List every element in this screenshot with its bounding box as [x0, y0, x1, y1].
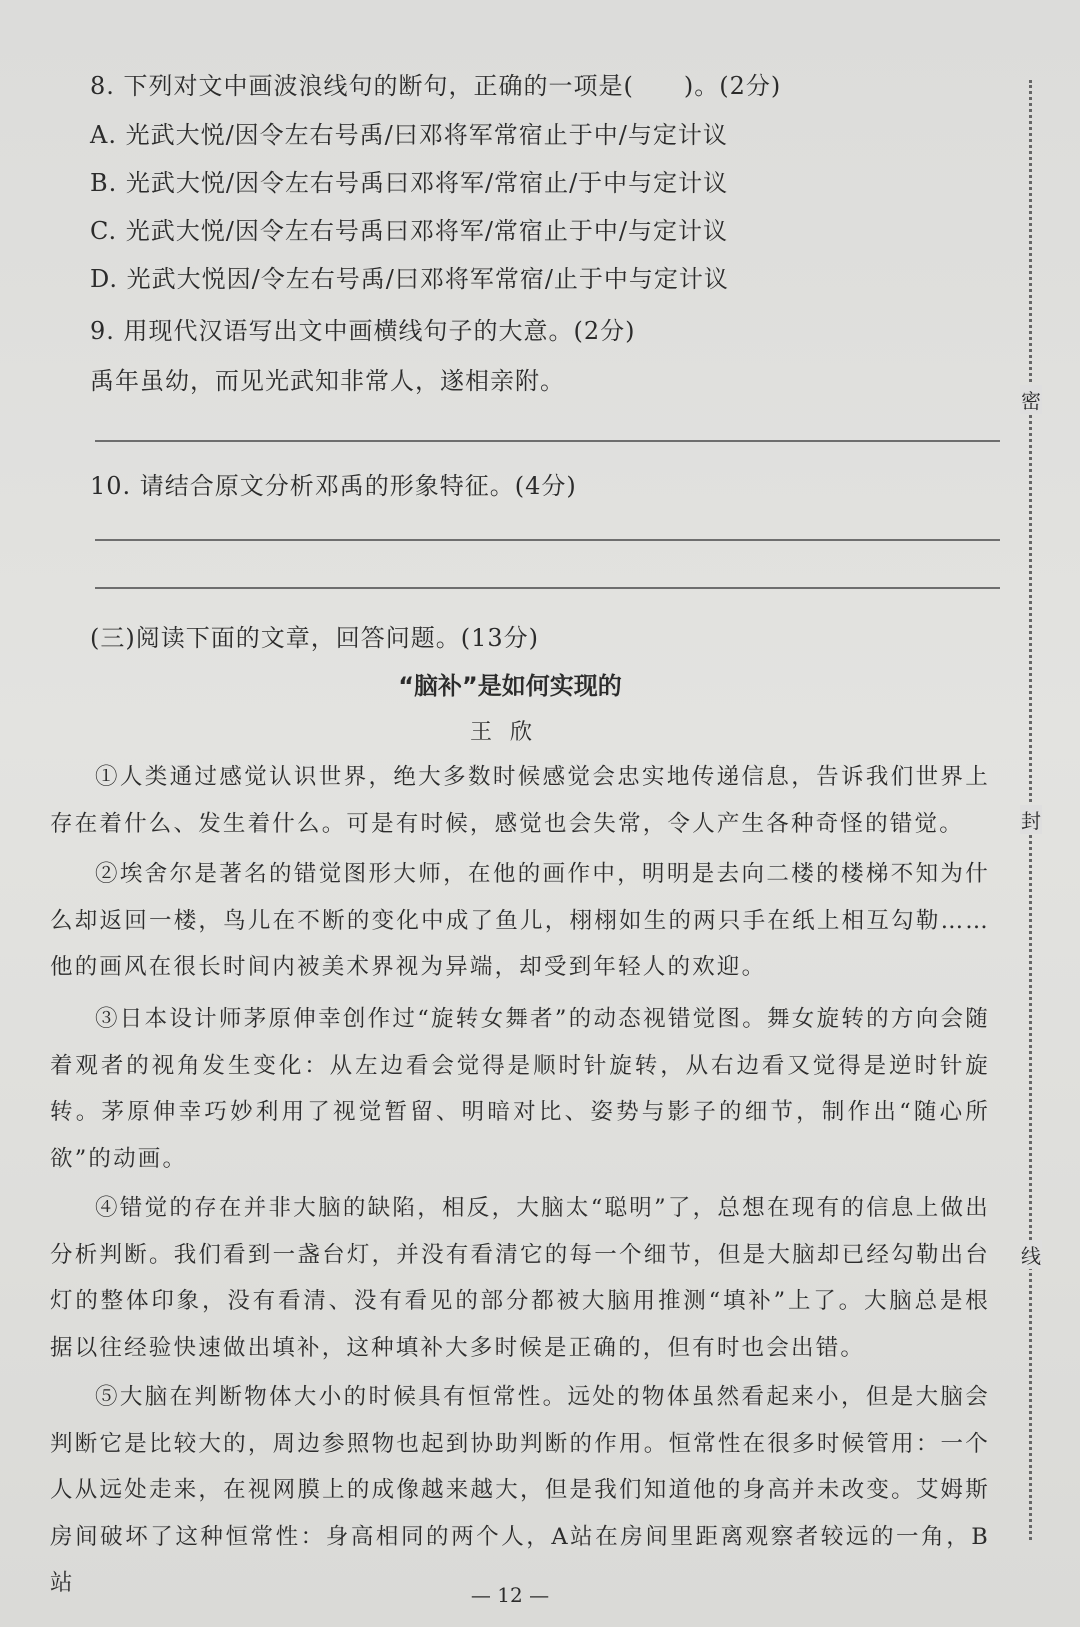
question-8-option-b: B. 光武大悦/因令左右号禹曰邓将军/常宿止/于中与定计议 [90, 169, 729, 197]
article-title: “脑补”是如何实现的 [398, 672, 622, 700]
paragraph-3: ③日本设计师茅原伸幸创作过“旋转女舞者”的动态视错觉图。舞女旋转的方向会随着观者的视角发生变化：从左边看会觉得是顺时针旋转，从右边看又觉得是逆时针旋转。茅原伸幸巧妙利用了视觉暂留、明暗对比、姿势与影子的细节，制作出“随心所欲”的动画。 [50, 1006, 990, 1172]
question-9-sentence: 禹年虽幼，而见光武知非常人，遂相亲附。 [90, 367, 565, 395]
question-8-option-d: D. 光武大悦因/令左右号禹/曰邓将军常宿/止于中与定计议 [90, 265, 729, 293]
answer-line [95, 587, 1000, 589]
section-heading: (三)阅读下面的文章，回答问题。(13分) [90, 624, 539, 652]
binding-mark-mi: 密 [1020, 385, 1042, 414]
question-8-stem: 8. 下列对文中画波浪线句的断句，正确的一项是( )。(2分) [90, 72, 782, 100]
question-9-stem: 9. 用现代汉语写出文中画横线句子的大意。(2分) [90, 317, 636, 345]
article-author: 王欣 [469, 720, 550, 745]
question-8-option-a: A. 光武大悦/因令左右号禹/曰邓将军常宿止于中/与定计议 [90, 121, 728, 149]
paragraph-5: ⑤大脑在判断物体大小的时候具有恒常性。远处的物体虽然看起来小，但是大脑会判断它是比较大的，周边参照物也起到协助判断的作用。恒常性在很多时候管用：一个人从远处走来，在视网膜上的成像越来越大，但是我们知道他的身高并未改变。艾姆斯房间破坏了这种恒常性：身高相同的两个人，A站在房间里距离观察者较远的一角，B站 [50, 1384, 990, 1596]
answer-line [95, 440, 1000, 442]
question-8-option-c: C. 光武大悦/因令左右号禹曰邓将军/常宿止于中/与定计议 [90, 217, 729, 245]
binding-mark-xian: 线 [1020, 1240, 1042, 1269]
paragraph-4: ④错觉的存在并非大脑的缺陷，相反，大脑太“聪明”了，总想在现有的信息上做出分析判断。我们看到一盏台灯，并没有看清它的每一个细节，但是大脑却已经勾勒出台灯的整体印象，没有看清、没有看见的部分都被大脑用推测“填补”上了。大脑总是根据以往经验快速做出填补，这种填补大多时候是正确的，但有时也会出错。 [50, 1195, 990, 1361]
answer-line [95, 539, 1000, 541]
paragraph-1: ①人类通过感觉认识世界，绝大多数时候感觉会忠实地传递信息，告诉我们世界上存在着什么、发生着什么。可是有时候，感觉也会失常，令人产生各种奇怪的错觉。 [50, 764, 990, 837]
binding-margin [1020, 80, 1040, 1540]
page-number: — 12 — [470, 1583, 550, 1607]
paragraph-2: ②埃舍尔是著名的错觉图形大师，在他的画作中，明明是去向二楼的楼梯不知为什么却返回一楼，鸟儿在不断的变化中成了鱼儿，栩栩如生的两只手在纸上相互勾勒……他的画风在很长时间内被美术界视为异端，却受到年轻人的欢迎。 [50, 861, 990, 980]
question-10-stem: 10. 请结合原文分析邓禹的形象特征。(4分) [90, 472, 577, 500]
binding-mark-feng: 封 [1020, 805, 1042, 834]
